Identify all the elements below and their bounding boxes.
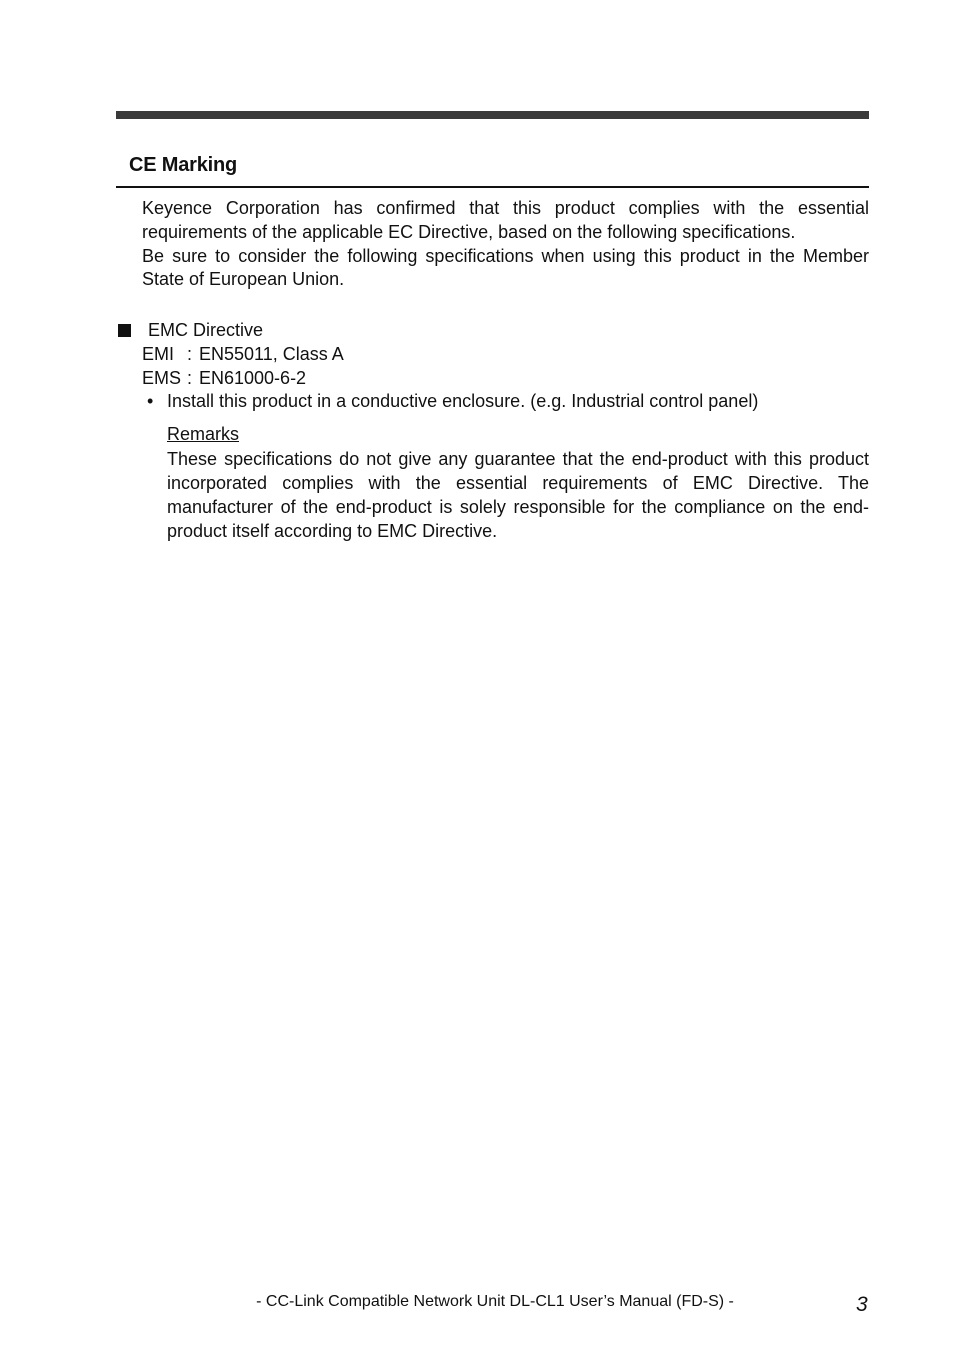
top-divider bbox=[116, 111, 869, 119]
spec-key: EMI bbox=[142, 344, 175, 364]
emc-heading-label: EMC Directive bbox=[148, 320, 264, 340]
spec-separator: : bbox=[187, 368, 193, 388]
title-underline bbox=[116, 186, 869, 188]
intro-text bbox=[142, 197, 869, 292]
emc-directive-heading bbox=[118, 319, 263, 342]
intro-paragraph-1: Keyence Corporation has confirmed that this product complies with the essential requirements of the applicable EC Directive, based on the following specifications. bbox=[142, 198, 869, 242]
bullet-item bbox=[147, 390, 758, 413]
spec-value: EN61000-6-2 bbox=[199, 368, 307, 388]
square-bullet-icon bbox=[118, 324, 131, 337]
spec-row-emi bbox=[142, 343, 344, 366]
intro-paragraph-2: Be sure to consider the following specifications when using this product in the Member State of European Union. bbox=[142, 245, 869, 290]
remarks-title: Remarks bbox=[167, 424, 240, 444]
bullet-text: Install this product in a conductive enclosure. (e.g. Industrial control panel) bbox=[167, 391, 759, 411]
spec-value: EN55011, Class A bbox=[199, 344, 344, 364]
bullet-dot-icon: • bbox=[147, 391, 154, 411]
spec-separator: : bbox=[187, 344, 193, 364]
footer-manual-title: - CC-Link Compatible Network Unit DL-CL1 User’s Manual (FD-S) - bbox=[256, 1293, 734, 1310]
section-title: CE Marking bbox=[129, 154, 238, 176]
page-number: 3 bbox=[856, 1293, 868, 1316]
remarks-body: These specifications do not give any guarantee that the end-product with this product incorporated complies with the essential requirements of EMC Directive. The manufacturer of the end-product is solely responsible for the compliance on the end-product itself according to EMC Directive. bbox=[167, 449, 869, 541]
spec-key: EMS bbox=[142, 368, 182, 388]
spec-row-ems bbox=[142, 367, 306, 390]
